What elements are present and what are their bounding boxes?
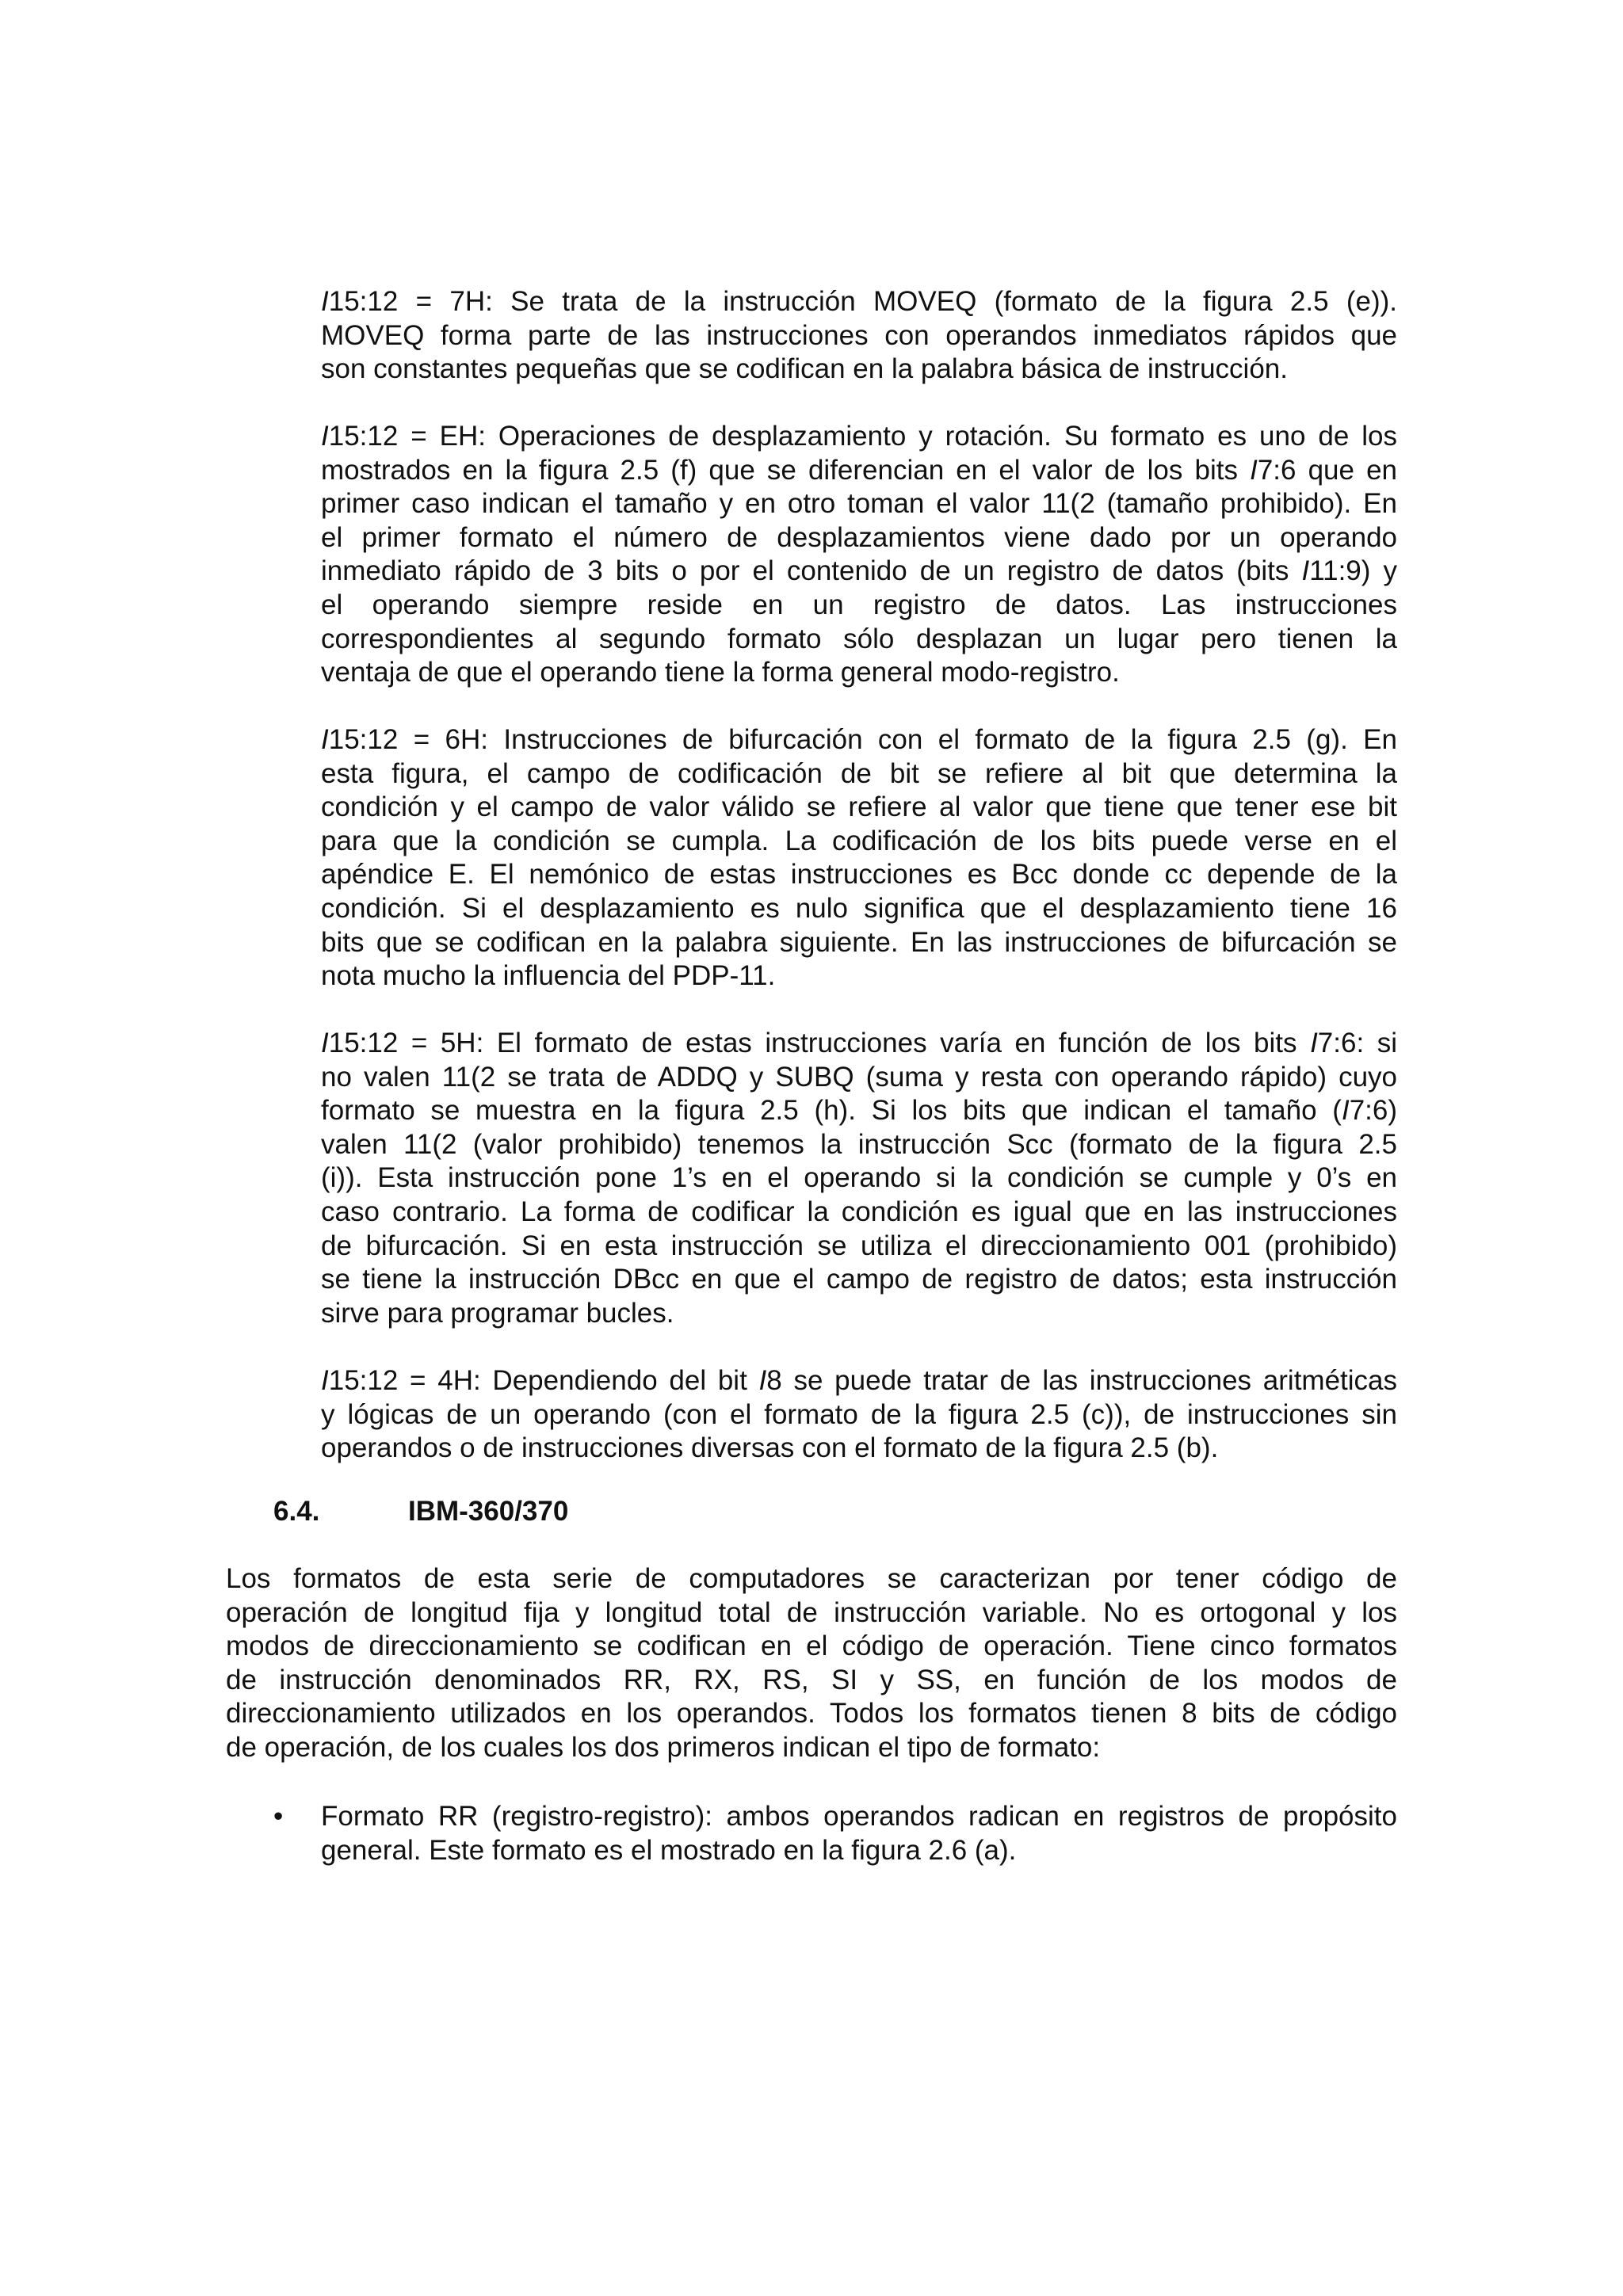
text-line: I15:12 = 4H: Dependiendo del bit I8 se puede tratar de las instrucciones aritméticas [321, 1365, 1398, 1396]
text-line: Formato RR (registro-registro): ambos operandos radican en registros de propósito [321, 1801, 1397, 1832]
text-line: mostrados en la figura 2.5 (f) que se diferencian en el valor de los bits I7:6 que en [321, 454, 1397, 486]
text-line: para que la condición se cumpla. La codificación de los bits puede verse en el [321, 825, 1397, 856]
text-line: bits que se codifican en la palabra siguiente. En las instrucciones de bifurcación se [321, 926, 1397, 958]
section-heading [273, 1496, 568, 1527]
text-line: no valen 11(2 se trata de ADDQ y SUBQ (suma y resta con operando rápido) cuyo [321, 1061, 1397, 1093]
text-line: de operación, de los cuales los dos primeros indican el tipo de formato: [226, 1731, 1101, 1763]
paragraph-addq-subq [321, 1027, 1397, 1330]
text-line: primer caso indican el tamaño y en otro toman el valor 11(2 (tamaño prohibido). En [321, 488, 1397, 520]
text-line: modos de direccionamiento se codifican en el código de operación. Tiene cinco formatos [226, 1630, 1397, 1662]
text-line: correspondientes al segundo formato sólo desplazan un lugar pero tienen la [321, 623, 1397, 654]
text-line: el primer formato el número de desplazamientos viene dado por un operando [321, 521, 1397, 553]
text-line: inmediato rápido de 3 bits o por el contenido de un registro de datos (bits I11:9) y [321, 555, 1397, 587]
section-title: IBM-360/370 [408, 1496, 569, 1527]
text-line: Los formatos de esta serie de computadores se caracterizan por tener código de [226, 1563, 1397, 1594]
text-line: I15:12 = 5H: El formato de estas instrucciones varía en función de los bits I7:6: si [321, 1028, 1397, 1058]
text-line: apéndice E. El nemónico de estas instrucciones es Bcc donde cc depende de la [321, 859, 1397, 891]
text-line: I15:12 = 7H: Se trata de la instrucción MOVEQ (formato de la figura 2.5 (e)). [321, 286, 1397, 317]
text-line: de instrucción denominados RR, RX, RS, SI y SS, en función de los modos de [226, 1664, 1397, 1695]
text-line: direccionamiento utilizados en los operandos. Todos los formatos tienen 8 bits de código [226, 1698, 1397, 1730]
text-line: esta figura, el campo de codificación de bit se refiere al bit que determina la [321, 757, 1397, 789]
text-line: valen 11(2 (valor prohibido) tenemos la instrucción Scc (formato de la figura 2.5 [321, 1128, 1397, 1160]
text-line: I15:12 = EH: Operaciones de desplazamiento y rotación. Su formato es uno de los [321, 421, 1397, 452]
text-line: operandos o de instrucciones diversas con el formato de la figura 2.5 (b). [321, 1432, 1219, 1464]
paragraph-shift-rotate [321, 420, 1397, 690]
text-line: de bifurcación. Si en esta instrucción se utiliza el direccionamiento 001 (prohibido) [321, 1230, 1397, 1261]
text-line: el operando siempre reside en un registro de datos. Las instrucciones [321, 589, 1397, 620]
text-line: condición y el campo de valor válido se refiere al valor que tiene que tener ese bit [321, 791, 1397, 823]
text-line: son constantes pequeñas que se codifican en la palabra básica de instrucción. [321, 353, 1288, 385]
text-line: I15:12 = 6H: Instrucciones de bifurcación con el formato de la figura 2.5 (g). En [321, 724, 1397, 755]
paragraph-single-operand [321, 1364, 1397, 1466]
text-line: sirve para programar bucles. [321, 1297, 674, 1329]
text-line: (i)). Esta instrucción pone 1’s en el operando si la condición se cumple y 0’s en [321, 1162, 1397, 1194]
section-number: 6.4. [273, 1496, 320, 1527]
text-line: nota mucho la influencia del PDP-11. [321, 960, 776, 992]
text-line: operación de longitud fija y longitud total de instrucción variable. No es ortogonal y los [226, 1596, 1397, 1628]
text-line: formato se muestra en la figura 2.5 (h). Si los bits que indican el tamaño (I7:6) [321, 1095, 1397, 1127]
text-line: general. Este formato es el mostrado en la figura 2.6 (a). [321, 1834, 1017, 1866]
paragraph-branch [321, 723, 1397, 994]
text-line: MOVEQ forma parte de las instrucciones con operandos inmediatos rápidos que [321, 319, 1397, 351]
text-line: ventaja de que el operando tiene la forma general modo-registro. [321, 657, 1120, 688]
text-line: y lógicas de un operando (con el formato de la figura 2.5 (c)), de instrucciones sin [321, 1398, 1397, 1430]
paragraph-moveq [321, 285, 1397, 387]
bullet-text [321, 1800, 1397, 1867]
paragraph-ibm-intro [226, 1562, 1397, 1765]
text-line: condición. Si el desplazamiento es nulo significa que el desplazamiento tiene 16 [321, 892, 1397, 924]
text-line: caso contrario. La forma de codificar la condición es igual que en las instrucciones [321, 1196, 1397, 1227]
bullet-icon: • [273, 1801, 284, 1832]
text-line: se tiene la instrucción DBcc en que el campo de registro de datos; esta instrucción [321, 1264, 1397, 1295]
